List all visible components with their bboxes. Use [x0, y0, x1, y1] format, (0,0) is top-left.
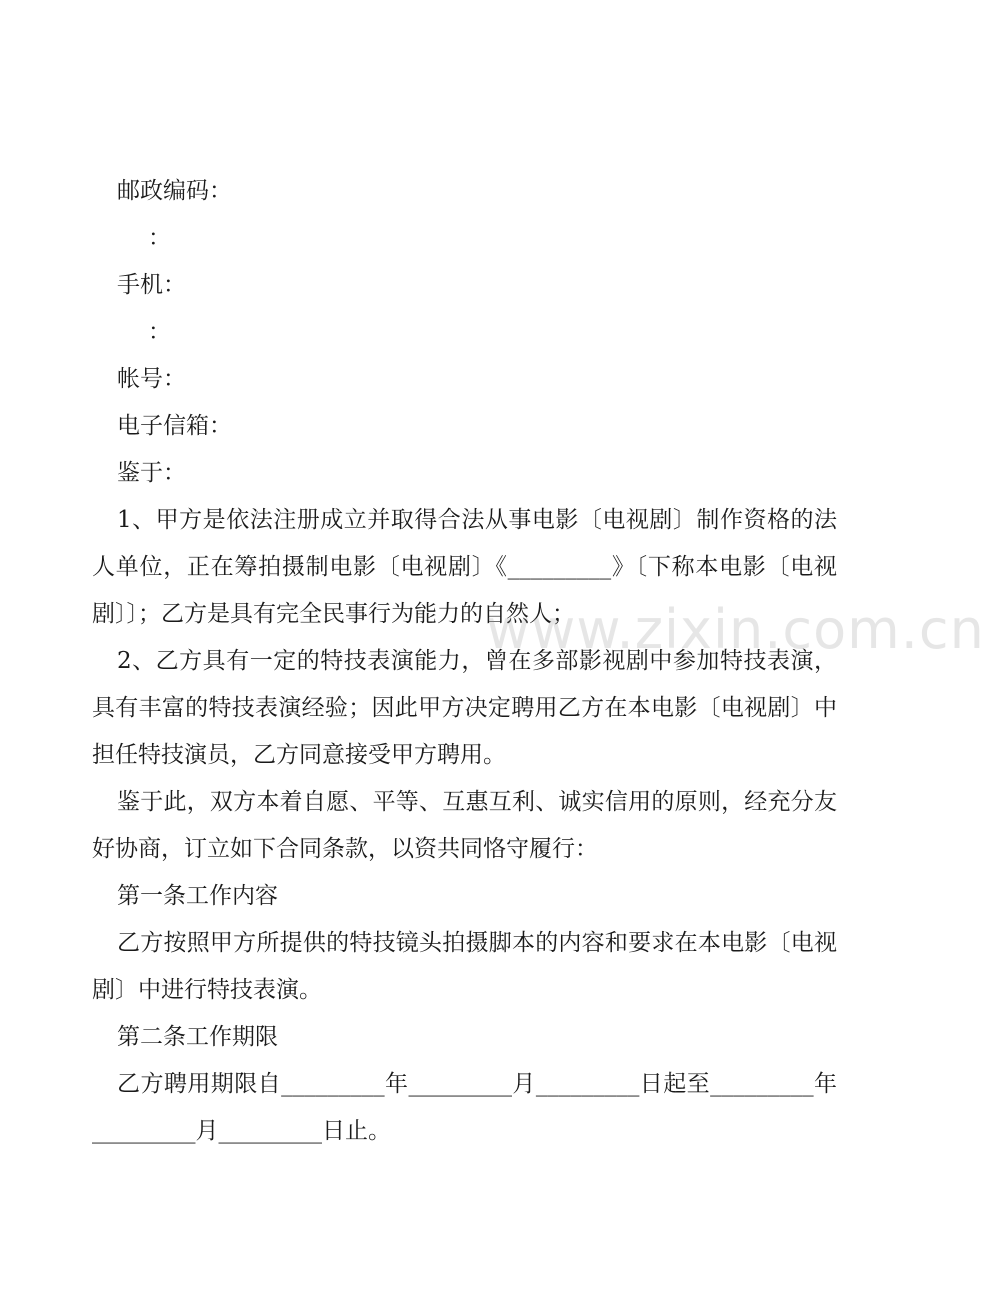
- field-colon-2: ：: [148, 319, 171, 345]
- field-account: 帐号：: [117, 366, 186, 392]
- article-2-heading: 第二条工作期限: [117, 1024, 278, 1050]
- article-2-body: 乙方聘用期限自_________年_________月_________日起至_________年_________月_________日止。: [92, 1071, 837, 1144]
- paragraph-1: 1、甲方是依法注册成立并取得合法从事电影〔电视剧〕制作资格的法人单位，正在筹拍摄制电影〔电视剧〕《_________》〔下称本电影〔电视剧〕〕；乙方是具有完全民事行为能力的自然人；: [92, 507, 837, 627]
- article-1-heading: 第一条工作内容: [117, 883, 278, 909]
- watermark: www.zixin.com.cn: [486, 598, 985, 661]
- whereas-heading: 鉴于：: [117, 460, 186, 486]
- paragraph-2: 2、乙方具有一定的特技表演能力，曾在多部影视剧中参加特技表演，具有丰富的特技表演经验；因此甲方决定聘用乙方在本电影〔电视剧〕中担任特技演员，乙方同意接受甲方聘用。: [92, 648, 837, 768]
- document-page: [92, 168, 837, 1155]
- field-email: 电子信箱：: [117, 413, 232, 439]
- field-colon-1: ：: [148, 225, 171, 251]
- article-1-body: 乙方按照甲方所提供的特技镜头拍摄脚本的内容和要求在本电影〔电视剧〕中进行特技表演。: [92, 930, 837, 1003]
- paragraph-3: 鉴于此，双方本着自愿、平等、互惠互利、诚实信用的原则，经充分友好协商，订立如下合同条款，以资共同恪守履行：: [92, 789, 837, 862]
- field-postal-code: 邮政编码：: [117, 178, 232, 204]
- field-mobile: 手机：: [117, 272, 186, 298]
